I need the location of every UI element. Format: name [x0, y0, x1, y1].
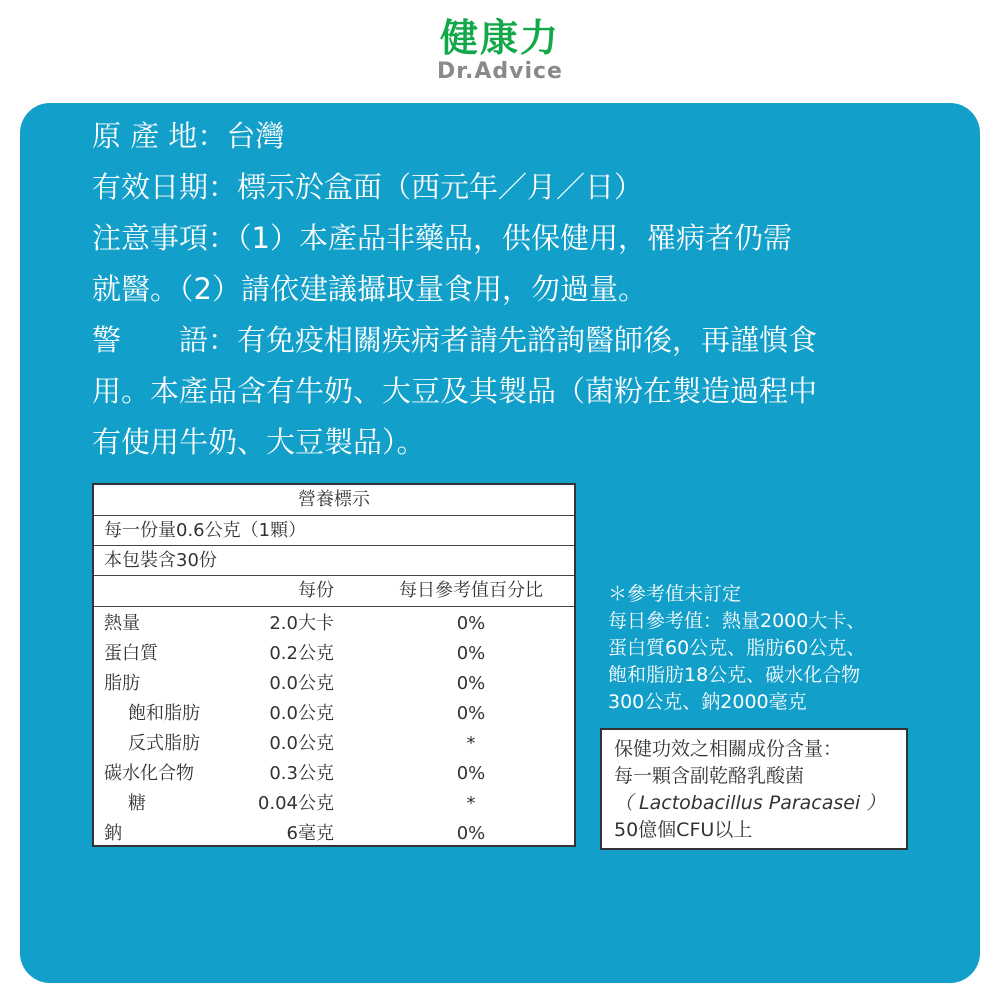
daily-reference-note — [608, 581, 928, 716]
table-row — [94, 819, 574, 849]
servings-per-pack: 本包裝含30份 — [94, 546, 574, 576]
nutrient-daily: 0% — [456, 673, 486, 694]
nutrition-facts-table — [92, 483, 576, 847]
serving-size: 每一份量0.6公克（1顆） — [94, 516, 574, 546]
nutrient-daily: * — [466, 793, 476, 814]
info-line-warning-1: 警 語：有免疫相關疾病者請先諮詢醫師後，再謹慎食 — [92, 323, 818, 357]
nutrient-amount: 0.3公克 — [269, 763, 334, 784]
nutrient-daily: 0% — [456, 763, 486, 784]
col-per-serving: 每份 — [298, 580, 334, 601]
info-line-warning-3: 有使用牛奶、大豆製品）。 — [92, 425, 426, 459]
product-info-text — [92, 111, 932, 468]
nutrient-name: 鈉 — [104, 823, 122, 844]
nutrient-amount: 0.0公克 — [269, 733, 334, 754]
nutrient-daily: * — [466, 733, 476, 754]
reference-line: 蛋白質60公克、脂肪60公克、 — [608, 637, 866, 659]
nutrient-name: 脂肪 — [104, 673, 140, 694]
nutrient-daily: 0% — [456, 703, 486, 724]
info-line-origin: 原 產 地：台灣 — [92, 119, 285, 153]
active-ingredient-box — [600, 728, 908, 850]
nutrition-rows — [94, 607, 574, 849]
info-line-notice-1: 注意事項：（1）本產品非藥品，供保健用，罹病者仍需 — [92, 221, 792, 255]
col-daily-value: 每日參考值百分比 — [399, 580, 543, 601]
nutrient-amount: 2.0大卡 — [269, 613, 334, 634]
benefit-cfu-count: 50億個CFU以上 — [614, 819, 753, 841]
nutrient-daily: 0% — [456, 643, 486, 664]
table-row — [94, 759, 574, 789]
nutrient-amount: 0.0公克 — [269, 673, 334, 694]
reference-line: 每日參考值：熱量2000大卡、 — [608, 610, 866, 632]
benefit-heading: 保健功效之相關成份含量： — [614, 738, 843, 760]
reference-line: 300公克、鈉2000毫克 — [608, 691, 807, 713]
table-row — [94, 699, 574, 729]
nutrient-daily: 0% — [456, 823, 486, 844]
nutrient-amount: 6毫克 — [286, 823, 334, 844]
nutrient-name: 碳水化合物 — [104, 763, 194, 784]
reference-asterisk-note: ＊參考值未訂定 — [608, 583, 742, 605]
table-row — [94, 669, 574, 699]
reference-line: 飽和脂肪18公克、碳水化合物 — [608, 664, 861, 686]
nutrition-header-row — [94, 576, 574, 607]
nutrient-amount: 0.0公克 — [269, 703, 334, 724]
table-row — [94, 729, 574, 759]
nutrient-name: 蛋白質 — [104, 643, 158, 664]
nutrient-name: 熱量 — [104, 613, 140, 634]
benefit-per-capsule: 每一顆含副乾酪乳酸菌 — [614, 765, 805, 787]
nutrition-title: 營養標示 — [94, 485, 574, 516]
brand-logo-title: 健康力 — [439, 16, 560, 60]
info-line-warning-2: 用。本產品含有牛奶、大豆及其製品（菌粉在製造過程中 — [92, 374, 818, 408]
table-row — [94, 639, 574, 669]
nutrient-name: 反式脂肪 — [128, 733, 200, 754]
nutrient-daily: 0% — [456, 613, 486, 634]
brand-logo-subtitle: Dr.Advice — [437, 59, 563, 84]
nutrient-amount: 0.2公克 — [269, 643, 334, 664]
nutrient-name: 飽和脂肪 — [128, 703, 200, 724]
info-line-notice-2: 就醫。（2）請依建議攝取量食用，勿過量。 — [92, 272, 647, 306]
table-row — [94, 609, 574, 639]
nutrient-name: 糖 — [128, 793, 146, 814]
nutrient-amount: 0.04公克 — [257, 793, 334, 814]
info-line-expiry: 有效日期：標示於盒面（西元年／月／日） — [92, 170, 644, 204]
product-info-panel — [20, 103, 980, 983]
table-row — [94, 789, 574, 819]
benefit-strain-name: （ Lactobacillus Paracasei ） — [614, 792, 886, 814]
brand-logo — [0, 16, 1000, 84]
